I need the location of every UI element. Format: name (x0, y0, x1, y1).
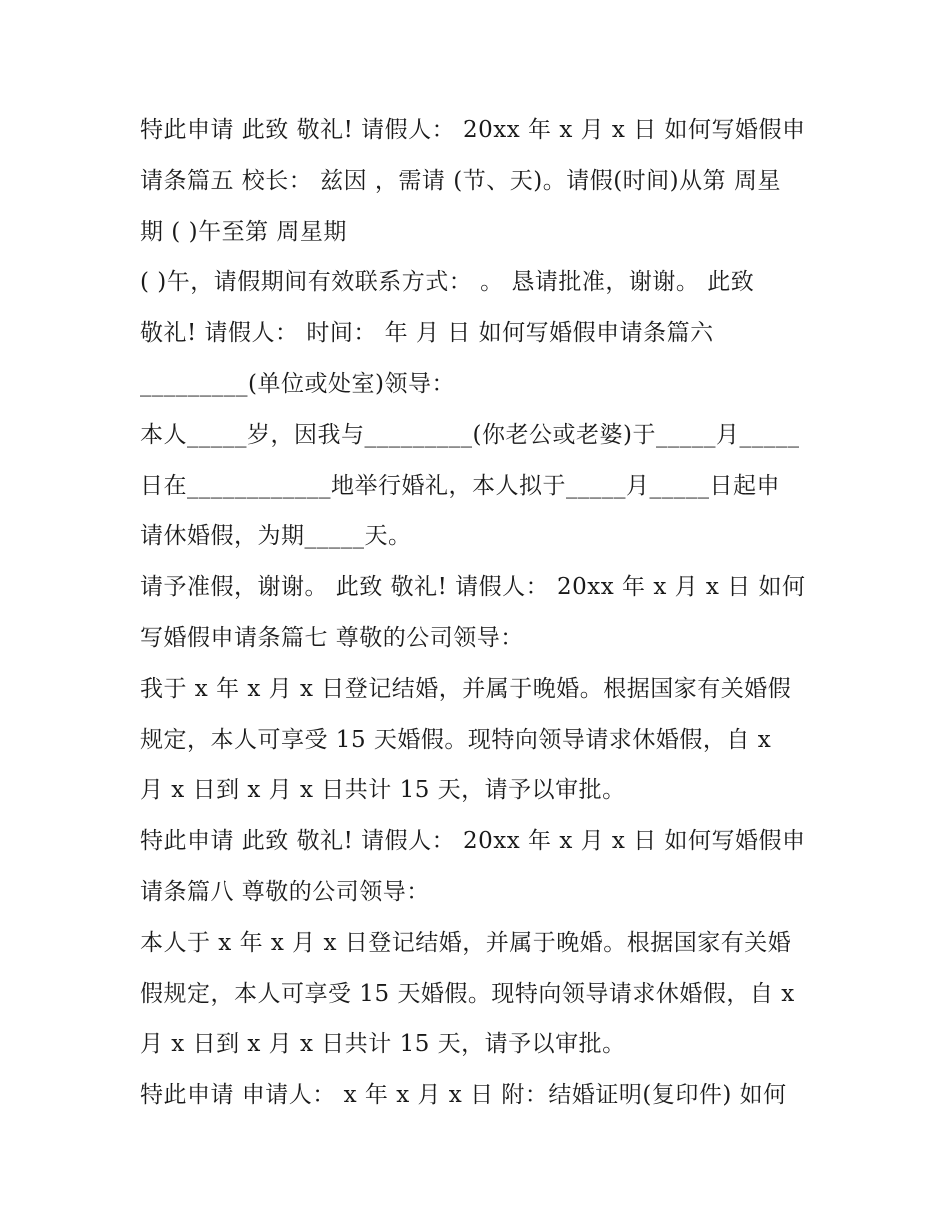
text-line: 请予准假，谢谢。 此致 敬礼! 请假人： 20xx 年 x 月 x 日 如何 (140, 574, 806, 601)
text-line: _________(单位或处室)领导： (140, 370, 455, 397)
text-line: 本人_____岁，因我与_________(你老公或老婆)于_____月_____ (140, 421, 800, 448)
text-line: 期 ( )午至第 周星期 (140, 218, 347, 245)
document-page (140, 105, 830, 1121)
text-line: 日在____________地举行婚礼，本人拟于_____月_____日起申 (140, 472, 780, 499)
text-line: 敬礼! 请假人： 时间： 年 月 日 如何写婚假申请条篇六 (140, 320, 714, 347)
text-line: 特此申请 此致 敬礼! 请假人： 20xx 年 x 月 x 日 如何写婚假申 (140, 828, 806, 855)
text-line: 月 x 日到 x 月 x 日共计 15 天，请予以审批。 (140, 777, 626, 804)
text-line: 特此申请 此致 敬礼! 请假人： 20xx 年 x 月 x 日 如何写婚假申 (140, 117, 806, 143)
text-line: 请条篇八 尊敬的公司领导： (140, 878, 430, 905)
text-line: 请休婚假，为期_____天。 (140, 523, 412, 550)
text-line: 特此申请 申请人： x 年 x 月 x 日 附：结婚证明(复印件) 如何 (140, 1082, 787, 1109)
text-line: 月 x 日到 x 月 x 日共计 15 天，请予以审批。 (140, 1031, 626, 1058)
text-line: 假规定，本人可享受 15 天婚假。现特向领导请求休婚假，自 x (140, 980, 795, 1007)
text-line: 本人于 x 年 x 月 x 日登记结婚，并属于晚婚。根据国家有关婚 (140, 929, 792, 956)
text-line: ( )午，请假期间有效联系方式： 。 恳请批准，谢谢。 此致 (140, 269, 755, 296)
text-line: 规定，本人可享受 15 天婚假。现特向领导请求休婚假，自 x (140, 726, 772, 753)
text-line: 写婚假申请条篇七 尊敬的公司领导： (140, 624, 524, 651)
text-line: 我于 x 年 x 月 x 日登记结婚，并属于晚婚。根据国家有关婚假 (140, 675, 792, 702)
text-line: 请条篇五 校长： 兹因 ，需请 (节、天)。请假(时间)从第 周星 (140, 167, 781, 194)
